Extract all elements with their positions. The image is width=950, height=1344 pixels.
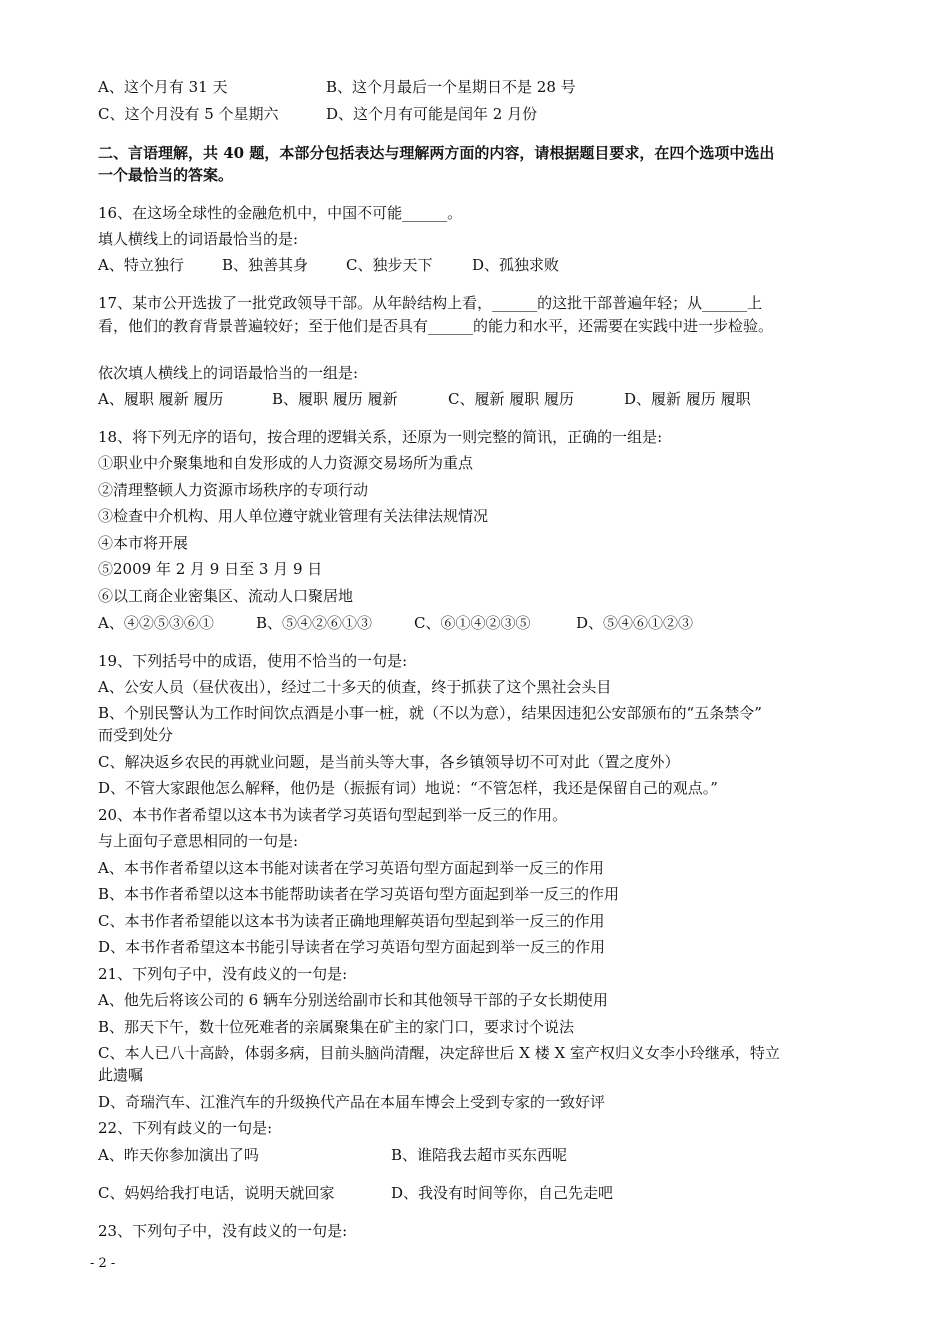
section-heading-line2: 一个最恰当的答案。 [98, 166, 234, 184]
q19-option-a: A、公安人员（昼伏夜出），经过二十多天的侦查，终于抓获了这个黑社会头目 [98, 678, 612, 696]
q16-option-c: C、独步天下 [346, 256, 433, 274]
q21-option-d: D、奇瑞汽车、江淮汽车的升级换代产品在本届车博会上受到专家的一致好评 [98, 1093, 606, 1111]
q17-option-a: A、履职 履新 履历 [98, 390, 224, 408]
section-heading-line1: 二、言语理解，共 40 题，本部分包括表达与理解两方面的内容，请根据题目要求，在四个选项中选出 [98, 144, 775, 162]
q18-option-a: A、④②⑤③⑥① [98, 614, 214, 632]
q21-option-b: B、那天下午，数十位死难者的亲属聚集在矿主的家门口，要求讨个说法 [98, 1018, 575, 1036]
q22-stem: 22、下列有歧义的一句是: [98, 1119, 273, 1137]
q21-option-c-line1: C、本人已八十高龄，体弱多病，目前头脑尚清醒，决定辞世后 X 楼 X 室产权归义女李小玲继承，特立 [98, 1044, 780, 1062]
page-number: - 2 - [90, 1256, 116, 1271]
q23-stem: 23、下列句子中，没有歧义的一句是: [98, 1222, 348, 1240]
q20-option-c: C、本书作者希望能以这本书为读者正确地理解英语句型起到举一反三的作用 [98, 912, 605, 930]
prev-option-a: A、这个月有 31 天 [98, 78, 228, 96]
q20-option-b: B、本书作者希望以这本书能帮助读者在学习英语句型方面起到举一反三的作用 [98, 885, 620, 903]
q20-option-d: D、本书作者希望这本书能引导读者在学习英语句型方面起到举一反三的作用 [98, 938, 606, 956]
q21-option-a: A、他先后将该公司的 6 辆车分别送给副市长和其他领导干部的子女长期使用 [98, 991, 608, 1009]
q16-stem: 16、在这场全球性的金融危机中，中国不可能______。 [98, 204, 463, 222]
q20-prompt: 与上面句子意思相同的一句是: [98, 832, 299, 850]
q17-option-b: B、履职 履历 履新 [272, 390, 398, 408]
q18-item-2: ②清理整顿人力资源市场秩序的专项行动 [98, 481, 369, 499]
q16-option-d: D、孤独求败 [472, 256, 560, 274]
q22-option-b: B、谁陪我去超市买东西呢 [391, 1146, 568, 1164]
q19-stem: 19、下列括号中的成语，使用不恰当的一句是: [98, 652, 408, 670]
q17-option-c: C、履新 履职 履历 [448, 390, 575, 408]
q20-stem: 20、本书作者希望以这本书为读者学习英语句型起到举一反三的作用。 [98, 806, 568, 824]
q19-option-d: D、不管大家跟他怎么解释，他仍是（振振有词）地说：“不管怎样，我还是保留自己的观点。” [98, 779, 718, 797]
q17-stem-line2: 看，他们的教育背景普遍较好；至于他们是否具有______的能力和水平，还需要在实践中进一步检验。 [98, 317, 774, 335]
q18-option-b: B、⑤④②⑥①③ [256, 614, 373, 632]
q18-stem: 18、将下列无序的语句，按合理的逻辑关系，还原为一则完整的简讯，正确的一组是: [98, 428, 663, 446]
q19-option-b-line2: 而受到处分 [98, 726, 174, 744]
q18-option-c: C、⑥①④②③⑤ [414, 614, 531, 632]
q18-option-d: D、⑤④⑥①②③ [576, 614, 694, 632]
q22-option-a: A、昨天你参加演出了吗 [98, 1146, 259, 1164]
q21-option-c-line2: 此遗嘱 [98, 1066, 144, 1084]
q17-prompt: 依次填人横线上的词语最恰当的一组是: [98, 364, 359, 382]
q20-option-a: A、本书作者希望以这本书能对读者在学习英语句型方面起到举一反三的作用 [98, 859, 604, 877]
q16-option-a: A、特立独行 [98, 256, 184, 274]
q18-item-6: ⑥以工商企业密集区、流动人口聚居地 [98, 587, 354, 605]
q16-option-b: B、独善其身 [222, 256, 309, 274]
q18-item-3: ③检查中介机构、用人单位遵守就业管理有关法律法规情况 [98, 507, 489, 525]
q18-item-4: ④本市将开展 [98, 534, 189, 552]
prev-option-b: B、这个月最后一个星期日不是 28 号 [326, 78, 576, 96]
q17-stem-line1: 17、某市公开选拔了一批党政领导干部。从年龄结构上看，______的这批干部普遍年轻；从______上 [98, 294, 763, 312]
q18-item-5: ⑤2009 年 2 月 9 日至 3 月 9 日 [98, 560, 323, 578]
q22-option-c: C、妈妈给我打电话，说明天就回家 [98, 1184, 335, 1202]
q19-option-c: C、解决返乡农民的再就业问题，是当前头等大事，各乡镇领导切不可对此（置之度外） [98, 753, 680, 771]
q21-stem: 21、下列句子中，没有歧义的一句是: [98, 965, 348, 983]
q22-option-d: D、我没有时间等你，自己先走吧 [391, 1184, 614, 1202]
prev-option-d: D、这个月有可能是闰年 2 月份 [326, 105, 538, 123]
q18-item-1: ①职业中介聚集地和自发形成的人力资源交易场所为重点 [98, 454, 474, 472]
q17-option-d: D、履新 履历 履职 [624, 390, 751, 408]
q19-option-b-line1: B、个别民警认为工作时间饮点酒是小事一桩，就（不以为意），结果因违犯公安部颁布的“五条禁令” [98, 704, 762, 722]
q16-prompt: 填人横线上的词语最恰当的是: [98, 230, 299, 248]
prev-option-c: C、这个月没有 5 个星期六 [98, 105, 279, 123]
